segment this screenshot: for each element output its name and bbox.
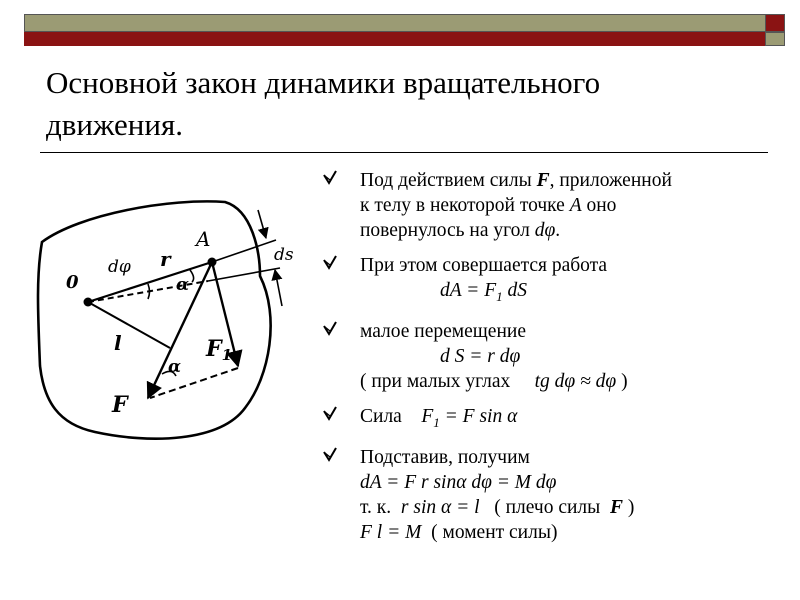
bullet-list bbox=[322, 168, 797, 555]
header-band bbox=[24, 14, 766, 46]
header-band-olive bbox=[24, 14, 766, 32]
bullet5-line4: F l = M ( момент силы) bbox=[360, 521, 558, 543]
bullet1-line2: к телу в некоторой точке A оно bbox=[360, 195, 617, 216]
extension-line-2 bbox=[208, 268, 280, 281]
bullet5-line3: т. к. r sin α = l ( плечо силы F ) bbox=[360, 496, 635, 518]
ds-arrow-down bbox=[258, 210, 266, 238]
label-alpha-top: α bbox=[176, 275, 190, 295]
body-outline bbox=[38, 201, 271, 438]
list-item bbox=[322, 404, 797, 435]
slide-title bbox=[46, 62, 746, 146]
bullet3-formula: d S = r dφ bbox=[440, 345, 521, 367]
bullet2-formula: dA = $F_1$ dS bbox=[440, 280, 528, 304]
header-band-red bbox=[24, 32, 766, 46]
extension-line-1 bbox=[212, 240, 276, 262]
header-corner-red bbox=[765, 14, 785, 32]
bullet5-line1: Подставив, получим bbox=[360, 446, 530, 468]
label-dphi: dφ bbox=[108, 257, 131, 277]
list-item bbox=[322, 445, 797, 545]
bullet1-line3: повернулось на угол dφ. bbox=[360, 220, 561, 241]
lever-arm-line bbox=[88, 302, 170, 348]
label-F: F bbox=[112, 392, 128, 418]
label-ds: ds bbox=[274, 245, 294, 265]
check-bullet-icon bbox=[322, 254, 338, 274]
bullet1-line1: Под действием силы F, приложенной bbox=[360, 170, 672, 191]
header-corner-olive bbox=[765, 32, 785, 46]
point-O bbox=[84, 298, 93, 307]
check-bullet-icon bbox=[322, 446, 338, 466]
bullet2-line1: При этом совершается работа bbox=[360, 255, 608, 276]
bullet4-line1: Сила $F_1 = F$ sin α bbox=[360, 405, 518, 430]
label-l: l bbox=[114, 331, 122, 355]
angle-alpha-top-arc bbox=[190, 270, 194, 282]
label-F1-sub: 1 bbox=[221, 346, 233, 364]
list-item bbox=[322, 168, 797, 243]
check-bullet-icon bbox=[322, 169, 338, 189]
bullet5-formula: dA = F r sinα dφ = M dφ bbox=[360, 471, 557, 493]
label-alpha-bottom: α bbox=[168, 357, 182, 377]
rotation-diagram bbox=[20, 196, 300, 446]
radius-line-r bbox=[88, 262, 212, 302]
bullet3-line3: ( при малых углах tg dφ ≈ dφ ) bbox=[360, 370, 628, 392]
label-F1-main: F bbox=[206, 336, 222, 362]
label-O: 0 bbox=[66, 272, 79, 293]
label-r: r bbox=[160, 247, 171, 271]
label-A: A bbox=[196, 227, 211, 251]
point-A bbox=[208, 258, 217, 267]
slide-title-line1: Основной закон динамики вращательного bbox=[46, 65, 601, 100]
check-bullet-icon bbox=[322, 405, 338, 425]
title-divider bbox=[40, 152, 768, 153]
ds-arrow-up bbox=[275, 270, 282, 306]
list-item bbox=[322, 253, 797, 309]
check-bullet-icon bbox=[322, 320, 338, 340]
bullet3-line1: малое перемещение bbox=[360, 320, 526, 342]
slide-title-line2: движения. bbox=[46, 107, 183, 142]
label-F1 bbox=[205, 336, 232, 364]
list-item bbox=[322, 319, 797, 394]
